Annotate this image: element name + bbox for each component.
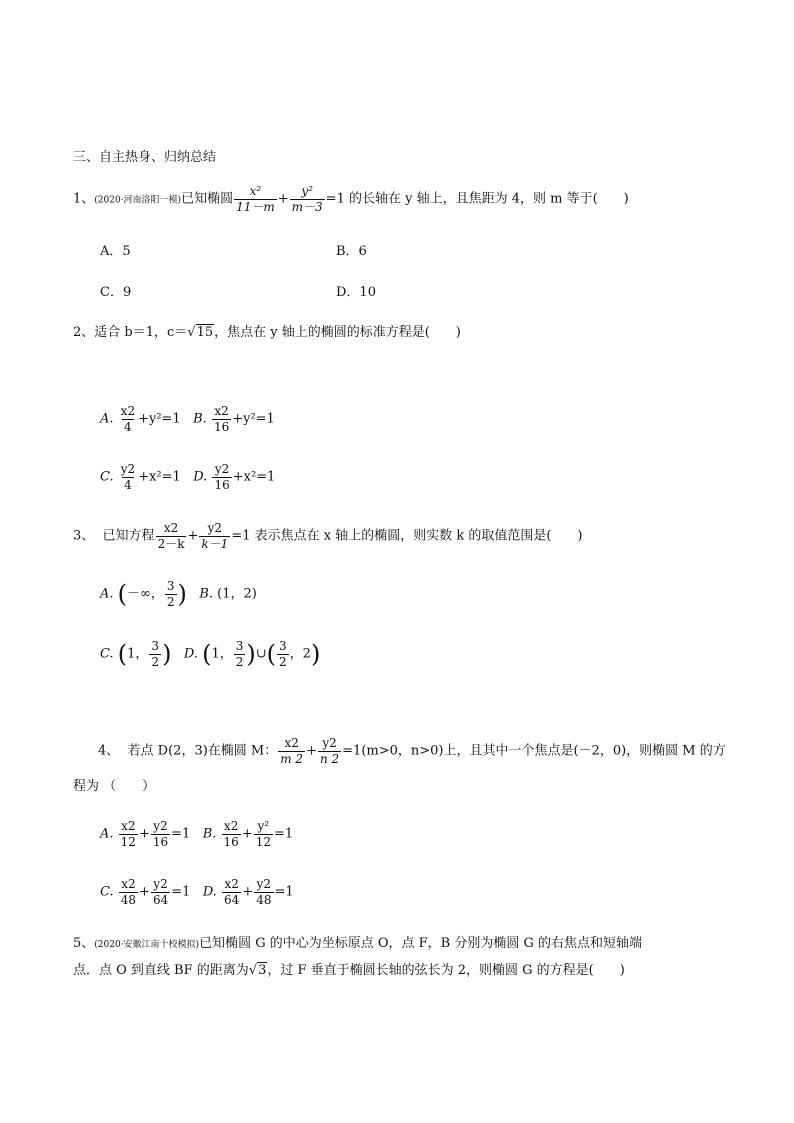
- q2-b-frac: [212, 405, 231, 433]
- q3-options-cd: [100, 640, 320, 668]
- q3-d-num2: 3: [279, 639, 287, 653]
- q2-c-frac: [119, 463, 137, 491]
- q1-source: (2020·河南洛阳一模): [94, 195, 182, 206]
- question-5-line-2: [73, 964, 625, 977]
- q4-b-frac-1: [222, 820, 241, 848]
- q1-f2-den: m－3: [291, 199, 323, 214]
- q2-b-den: 16: [213, 419, 230, 434]
- q4-b2-den: 12: [255, 834, 272, 849]
- q4-b1-num: x2: [223, 819, 239, 833]
- q2-a-label: A.: [100, 411, 114, 427]
- q2-sqrt-sign: √: [187, 325, 196, 340]
- q3-c-den: 2: [151, 654, 160, 669]
- q3-c-label: C.: [100, 646, 114, 662]
- q4-c1-num: x2: [121, 877, 136, 891]
- q4-f2-den: n 2: [319, 751, 340, 766]
- q4-d2-num: y2: [256, 877, 272, 891]
- q1-option-d: D．10: [336, 285, 376, 300]
- q4-fraction-1: [278, 737, 305, 765]
- q2-a-num: x2: [120, 404, 136, 418]
- q5-sqrt-value: 3: [258, 963, 267, 978]
- q3-d-den: 2: [235, 654, 244, 669]
- q2-b-rest: +y²=1: [232, 411, 275, 427]
- q1-option-b: B．6: [336, 244, 367, 259]
- q4-a-frac-1: [119, 820, 138, 848]
- q4-c2-den: 64: [152, 892, 169, 907]
- q2-d-num: y2: [214, 462, 230, 476]
- q5-sqrt-sign: √: [248, 963, 258, 978]
- q1-option-a: A．5: [100, 244, 131, 259]
- q4-a-rest: =1: [171, 826, 191, 842]
- q4-d-frac-1: [222, 878, 241, 906]
- q4-b-label: B.: [202, 826, 217, 842]
- q5-line-2a: 点．点 O 到直线 BF 的距离为: [73, 963, 249, 978]
- q4-number: 4、: [98, 743, 120, 759]
- q2-text-b: ，焦点在 y 轴上的椭圆的标准方程是( ): [214, 325, 461, 340]
- q4-c-label: C.: [100, 884, 114, 900]
- q3-c-num: 3: [151, 639, 160, 653]
- q3-fraction-2: [199, 522, 230, 550]
- q4-b2-num: y²: [257, 819, 270, 833]
- q2-d-rest: +x²=1: [232, 469, 276, 485]
- q4-fraction-2: [318, 737, 341, 765]
- q4-a2-den: 16: [152, 834, 169, 849]
- q3-a-close-paren: ): [177, 580, 187, 609]
- q4-d1-num: x2: [224, 877, 239, 891]
- q4-a1-den: 12: [120, 834, 136, 849]
- q2-c-num: y2: [120, 462, 136, 476]
- q4-post: =1(m>0，n>0)上，且其中一个焦点是(－2，0)，则椭圆 M 的方: [342, 743, 726, 759]
- q5-source: (2020·安徽江南十校模拟): [94, 940, 200, 950]
- q3-a-left: －∞，: [127, 586, 164, 602]
- q2-options-cd: [100, 463, 275, 491]
- q1-pre: 已知椭圆: [181, 191, 234, 207]
- q3-c-left: 1，: [127, 646, 149, 662]
- q3-d-den2: 2: [279, 654, 287, 669]
- q3-d-open-paren: (: [202, 640, 212, 669]
- q4-b-frac-2: [254, 820, 273, 848]
- q3-b-label: B.: [199, 586, 213, 602]
- q4-pre: 若点 D(2，3)在椭圆 M：: [127, 743, 278, 759]
- q4-f2-num: y2: [322, 736, 337, 750]
- q1-option-c: C．9: [100, 285, 132, 300]
- q2-a-frac: [119, 405, 137, 433]
- q3-d-close-paren-2: ): [310, 640, 321, 669]
- q2-c-rest: +x²=1: [138, 469, 181, 485]
- q4-d-rest: =1: [274, 884, 294, 900]
- q3-f2-den: k－1: [201, 536, 229, 551]
- q4-f1-num: x2: [284, 736, 299, 750]
- q1-post: =1 的长轴在 y 轴上，且焦距为 4，则 m 等于( ): [325, 191, 629, 207]
- q2-c-label: C.: [100, 469, 114, 485]
- q1-f1-den: 11－m: [236, 199, 275, 214]
- q3-d-union: ∪: [255, 646, 267, 662]
- q2-a-rest: +y²=1: [138, 411, 181, 427]
- q4-d-frac-2: [254, 878, 273, 906]
- q1-f1-num: x²: [249, 184, 262, 198]
- q4-c-rest: =1: [171, 884, 191, 900]
- q3-fraction-1: [156, 522, 187, 550]
- q1-number: 1、: [73, 191, 95, 207]
- q3-plus: +: [187, 528, 199, 544]
- q2-b-num: x2: [214, 404, 229, 418]
- section-title: 三、自主热身、归纳总结: [73, 150, 217, 165]
- q4-b1-den: 16: [223, 834, 239, 849]
- q4-c-frac-1: [119, 878, 138, 906]
- q3-f1-den: 2－k: [157, 536, 185, 551]
- q4-a-label: A.: [100, 826, 114, 842]
- q3-number: 3、: [73, 528, 95, 544]
- q3-post: =1 表示焦点在 x 轴上的椭圆，则实数 k 的取值范围是( ): [231, 528, 583, 544]
- q1-f2-num: y²: [301, 184, 313, 198]
- q4-c2-num: y2: [153, 877, 168, 891]
- q3-d-frac-2: [277, 640, 289, 668]
- q4-d1-den: 64: [224, 892, 240, 907]
- q3-a-open-paren: (: [117, 580, 128, 609]
- question-2: [73, 326, 461, 339]
- q4-options-cd: C. $\frac{x2}{48}$ + $\frac{y2}{64}$ =1 D. $\frac{x2}{64}$ + $\frac{y2}{48}$ =1: [100, 877, 294, 907]
- q3-b-text: (1，2): [217, 586, 257, 602]
- q1-plus: +: [277, 191, 289, 207]
- q4-a2-num: y2: [153, 819, 168, 833]
- q4-b-rest: =1: [274, 826, 294, 842]
- question-4: [98, 737, 726, 765]
- q5-number: 5、: [73, 936, 95, 951]
- q2-options-ab: [100, 405, 275, 433]
- q3-pre: 已知方程: [102, 528, 155, 544]
- q2-text-a: 2、适合 b＝1，c＝: [73, 325, 188, 340]
- q4-c-frac-2: [151, 878, 170, 906]
- question-5-line-1: [73, 937, 642, 950]
- q3-c-open-paren: (: [117, 640, 128, 669]
- q3-d-label: D.: [183, 646, 198, 662]
- q1-fraction-2: [290, 185, 325, 213]
- q3-a-label: A.: [100, 586, 114, 602]
- q4-f1-den: m 2: [280, 751, 304, 766]
- q2-a-den: 4: [124, 419, 132, 434]
- q3-d-close-paren-1: ): [246, 640, 256, 669]
- q1-fraction-1: [234, 185, 277, 213]
- q2-b-label: B.: [193, 411, 207, 427]
- q3-d-right: ，2: [289, 646, 311, 662]
- q3-options-ab: [100, 580, 257, 608]
- q2-c-den: 4: [124, 477, 132, 492]
- q3-a-frac: [165, 580, 177, 608]
- question-3: [73, 522, 583, 550]
- q3-d-frac: [234, 640, 246, 668]
- q4-line-2: 程为 （ ）: [73, 779, 156, 794]
- q4-options-ab: A. $\frac{x2}{12}$ + $\frac{y2}{16}$ =1 B. $\frac{x2}{16}$ + $\frac{\text{y²}}{12}$ =1: [100, 819, 294, 849]
- q3-c-frac: [149, 640, 161, 668]
- q4-plus: +: [306, 743, 317, 759]
- q3-f1-num: x2: [163, 521, 179, 535]
- q3-d-num: 3: [235, 639, 244, 653]
- q4-a1-num: x2: [121, 819, 136, 833]
- q3-d-open-paren-2: (: [266, 640, 277, 669]
- q5-line-2b: ，过 F 垂直于椭圆长轴的弦长为 2，则椭圆 G 的方程是( ): [267, 963, 625, 978]
- q4-c1-den: 48: [120, 892, 137, 907]
- q2-sqrt-value: 15: [196, 325, 214, 340]
- q3-a-num: 3: [166, 579, 175, 593]
- q2-d-label: D.: [193, 469, 208, 485]
- q3-f2-num: y2: [207, 521, 223, 535]
- q3-d-left: 1，: [211, 646, 233, 662]
- q4-d-label: D.: [202, 884, 217, 900]
- q2-d-den: 16: [214, 477, 230, 492]
- q2-d-frac: [212, 463, 231, 491]
- q3-a-den: 2: [166, 594, 175, 609]
- question-1: [73, 185, 629, 213]
- q4-d2-den: 48: [256, 892, 272, 907]
- q3-c-close-paren: ): [162, 640, 172, 669]
- q4-a-frac-2: [151, 820, 170, 848]
- q5-line-1-text: 已知椭圆 G 的中心为坐标原点 O，点 F，B 分别为椭圆 G 的右焦点和短轴端: [199, 936, 643, 951]
